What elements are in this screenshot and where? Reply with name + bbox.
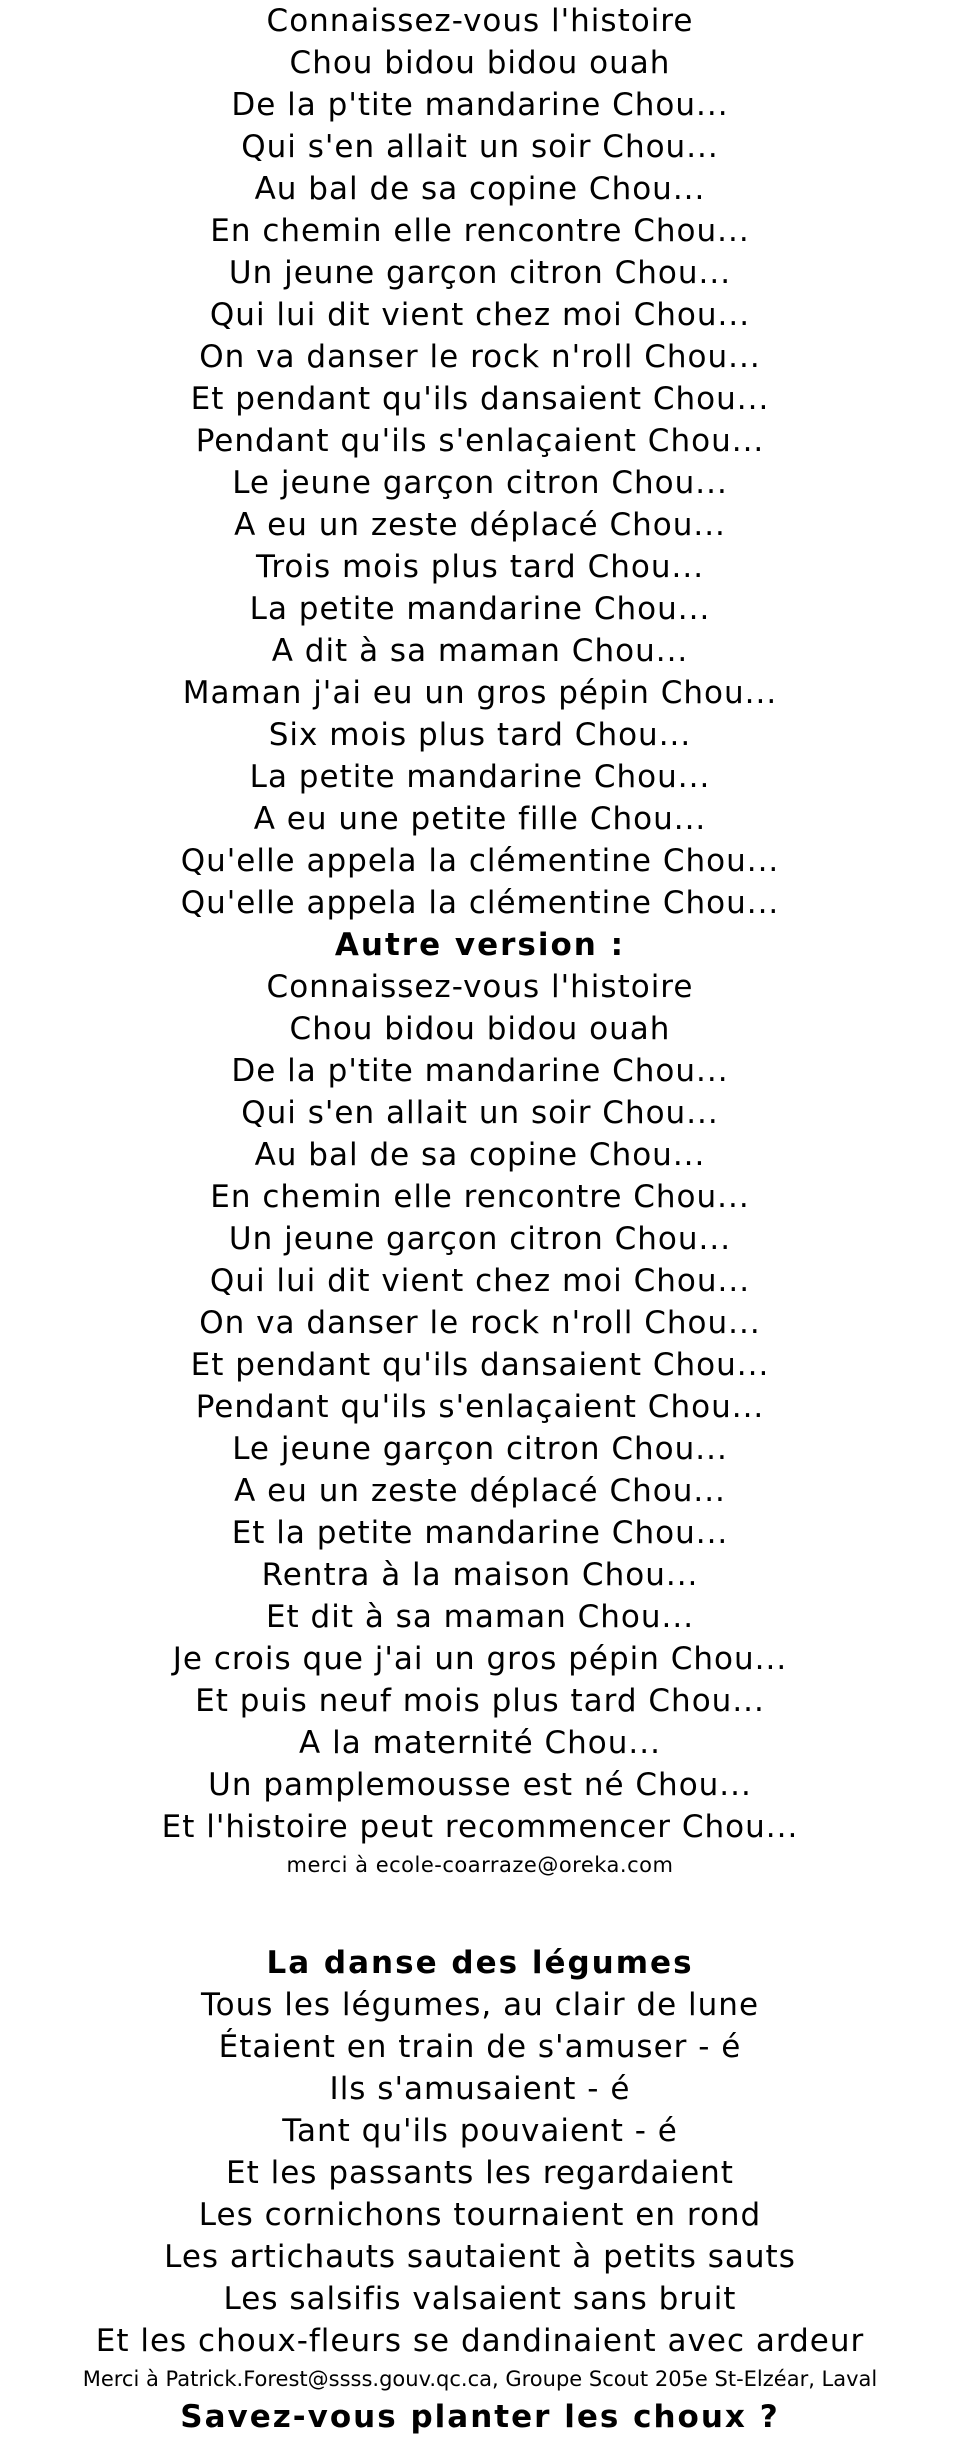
lyric-line: Qui lui dit vient chez moi Chou... xyxy=(209,1263,751,1299)
credit-line: Merci à Patrick.Forest@ssss.gouv.qc.ca, Groupe Scout 205e St-Elzéar, Laval xyxy=(82,2367,878,2391)
lyric-line: Et les passants les regardaient xyxy=(226,2155,734,2191)
lyric-line: A eu un zeste déplacé Chou... xyxy=(234,507,726,543)
lyric-line: Je crois que j'ai un gros pépin Chou... xyxy=(172,1641,788,1677)
song-title-danse-des-legumes: La danse des légumes xyxy=(266,1945,694,1981)
lyric-line: Chou bidou bidou ouah xyxy=(289,1011,671,1047)
song-clementine xyxy=(0,0,960,924)
lyric-line: Les salsifis valsaient sans bruit xyxy=(223,2281,737,2317)
lyric-line: Un jeune garçon citron Chou... xyxy=(228,1221,732,1257)
lyric-line: Six mois plus tard Chou... xyxy=(268,717,692,753)
lyric-line: Au bal de sa copine Chou... xyxy=(254,171,706,207)
lyric-line: Qu'elle appela la clémentine Chou... xyxy=(180,843,780,879)
lyric-line: Qui lui dit vient chez moi Chou... xyxy=(209,297,751,333)
song-clementine-other-version xyxy=(0,966,960,1848)
lyric-line: La petite mandarine Chou... xyxy=(249,591,711,627)
lyric-line: Les artichauts sautaient à petits sauts xyxy=(164,2239,796,2275)
lyric-line: De la p'tite mandarine Chou... xyxy=(231,87,729,123)
lyric-line: Pendant qu'ils s'enlaçaient Chou... xyxy=(195,1389,765,1425)
lyric-line: Tous les légumes, au clair de lune xyxy=(200,1987,760,2023)
lyric-line: Pendant qu'ils s'enlaçaient Chou... xyxy=(195,423,765,459)
song-title-planter-les-choux: Savez-vous planter les choux ? xyxy=(180,2399,780,2435)
lyric-line: En chemin elle rencontre Chou... xyxy=(210,213,750,249)
lyric-line: On va danser le rock n'roll Chou... xyxy=(199,339,761,375)
credit-line: merci à ecole-coarraze@oreka.com xyxy=(286,1853,674,1877)
lyric-line: Qui s'en allait un soir Chou... xyxy=(241,129,719,165)
song-danse-des-legumes xyxy=(0,1984,960,2362)
lyric-line: Au bal de sa copine Chou... xyxy=(254,1137,706,1173)
lyric-line: La petite mandarine Chou... xyxy=(249,759,711,795)
lyric-line: Tant qu'ils pouvaient - é xyxy=(282,2113,678,2149)
lyric-line: Et pendant qu'ils dansaient Chou... xyxy=(190,381,770,417)
section-spacer xyxy=(0,1882,960,1942)
lyric-line: Ils s'amusaient - é xyxy=(329,2071,631,2107)
lyric-line: Et les choux-fleurs se dandinaient avec ardeur xyxy=(95,2323,865,2359)
lyric-line: Trois mois plus tard Chou... xyxy=(255,549,705,585)
section-heading-autre-version: Autre version : xyxy=(334,927,626,963)
lyric-line: A eu un zeste déplacé Chou... xyxy=(234,1473,726,1509)
lyric-line: Connaissez-vous l'histoire xyxy=(266,969,694,1005)
lyric-line: Qu'elle appela la clémentine Chou... xyxy=(180,885,780,921)
lyric-line: On va danser le rock n'roll Chou... xyxy=(199,1305,761,1341)
lyric-line: Et pendant qu'ils dansaient Chou... xyxy=(190,1347,770,1383)
lyric-line: A eu une petite fille Chou... xyxy=(253,801,707,837)
lyric-line: A la maternité Chou... xyxy=(299,1725,661,1761)
lyric-line: En chemin elle rencontre Chou... xyxy=(210,1179,750,1215)
lyric-line: Et la petite mandarine Chou... xyxy=(231,1515,729,1551)
lyric-line: Maman j'ai eu un gros pépin Chou... xyxy=(182,675,778,711)
lyric-line: Qui s'en allait un soir Chou... xyxy=(241,1095,719,1131)
lyric-line: Et puis neuf mois plus tard Chou... xyxy=(195,1683,765,1719)
lyric-line: Le jeune garçon citron Chou... xyxy=(232,465,728,501)
lyric-line: Rentra à la maison Chou... xyxy=(261,1557,699,1593)
lyric-line: Les cornichons tournaient en rond xyxy=(198,2197,762,2233)
lyric-line: Un jeune garçon citron Chou... xyxy=(228,255,732,291)
lyric-line: Un pamplemousse est né Chou... xyxy=(208,1767,752,1803)
lyric-line: Connaissez-vous l'histoire xyxy=(266,3,694,39)
lyric-line: Étaient en train de s'amuser - é xyxy=(218,2029,742,2065)
lyric-line: Chou bidou bidou ouah xyxy=(289,45,671,81)
lyric-line: Le jeune garçon citron Chou... xyxy=(232,1431,728,1467)
lyric-line: Et dit à sa maman Chou... xyxy=(265,1599,695,1635)
lyric-line: De la p'tite mandarine Chou... xyxy=(231,1053,729,1089)
lyric-line: Et l'histoire peut recommencer Chou... xyxy=(161,1809,799,1845)
lyric-line: A dit à sa maman Chou... xyxy=(271,633,689,669)
